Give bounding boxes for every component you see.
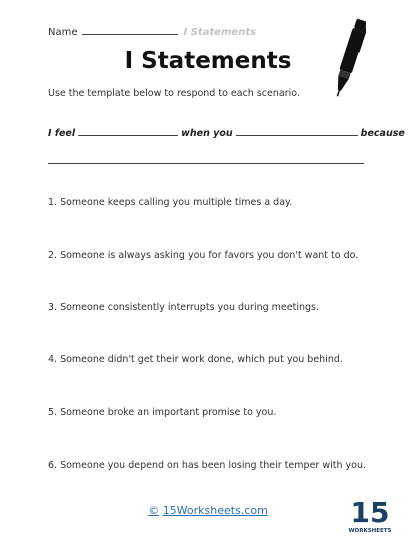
name-row — [48, 25, 256, 38]
scenario-item-1: 1. Someone keeps calling you multiple times a day. — [48, 197, 293, 208]
template-line — [48, 126, 405, 139]
template-because: because — [360, 128, 405, 139]
answer-rule[interactable] — [48, 163, 364, 164]
logo-text: WORKSHEETS — [348, 528, 392, 534]
15worksheets-logo — [348, 492, 392, 540]
template-when-you: when you — [181, 128, 233, 139]
logo-number: 15 — [350, 496, 390, 529]
scenario-item-2: 2. Someone is always asking you for favors you don't want to do. — [48, 250, 359, 261]
site-link[interactable]: 15Worksheets.com — [162, 504, 268, 517]
pen-icon — [332, 14, 366, 108]
page-title: I Statements — [124, 48, 292, 74]
name-blank[interactable] — [82, 25, 178, 35]
scenario-item-3: 3. Someone consistently interrupts you during meetings. — [48, 302, 320, 313]
action-blank[interactable] — [236, 126, 358, 136]
name-label: Name — [48, 27, 78, 38]
scenario-item-6: 6. Someone you depend on has been losing their temper with you. — [48, 460, 366, 471]
scenario-item-5: 5. Someone broke an important promise to you. — [48, 407, 277, 418]
worksheet-tag: I Statements — [183, 27, 257, 38]
template-i-feel: I feel — [48, 128, 76, 139]
scenario-item-4: 4. Someone didn't get their work done, which put you behind. — [48, 354, 343, 365]
feeling-blank[interactable] — [78, 126, 178, 136]
copyright-symbol: © — [148, 504, 160, 517]
instructions: Use the template below to respond to each scenario. — [48, 88, 300, 99]
